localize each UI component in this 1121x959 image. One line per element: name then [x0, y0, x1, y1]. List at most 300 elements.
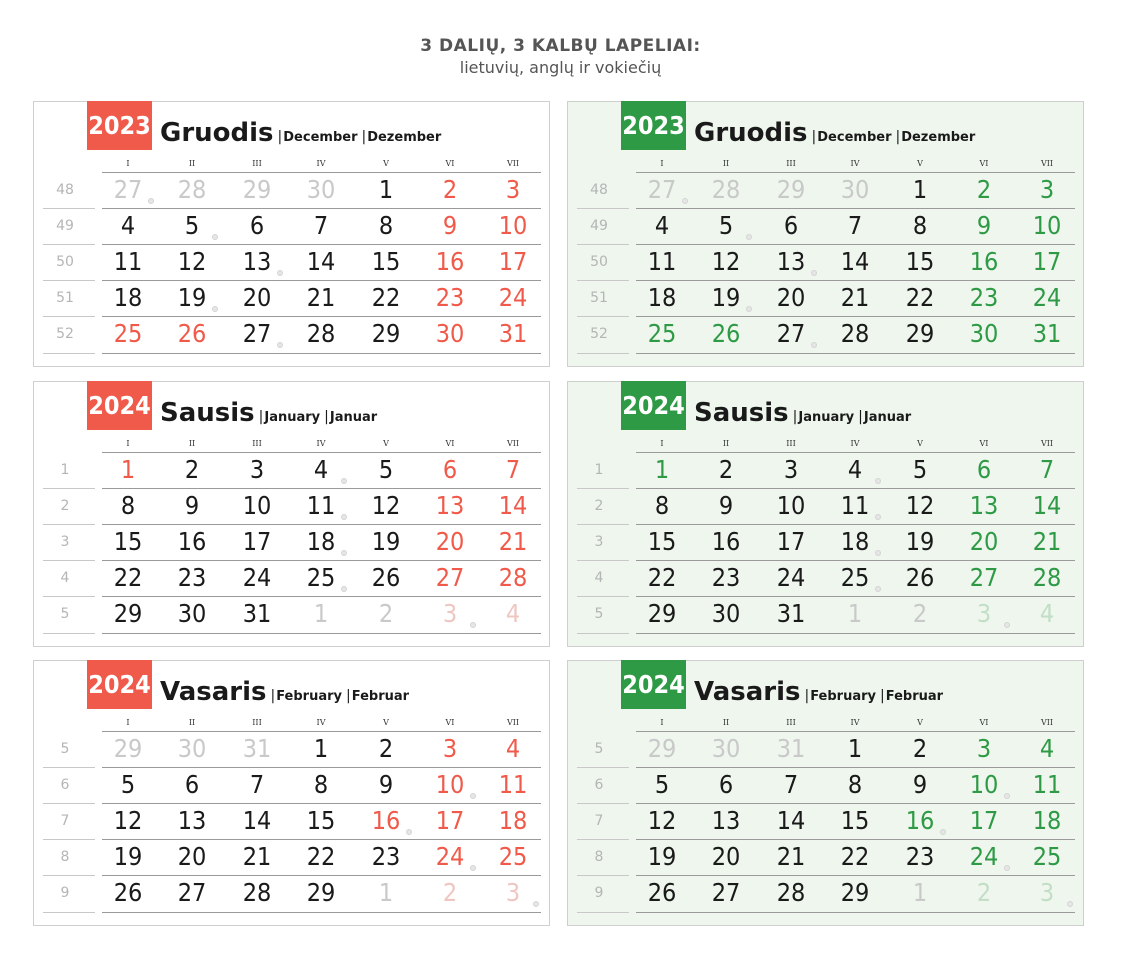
week-divider: [43, 244, 95, 245]
year-badge: 2024: [87, 381, 152, 430]
weekday-label: VII: [506, 159, 520, 168]
calendar-day: 7: [313, 211, 329, 240]
weekday-header: [568, 159, 1083, 173]
calendar-day: 23: [435, 283, 465, 312]
row-divider: [636, 172, 1075, 173]
row-divider: [102, 488, 541, 489]
week-number: 1: [594, 462, 604, 478]
weekday-label: III: [786, 439, 796, 448]
page-subtitle: lietuvių, anglų ir vokiečių: [459, 58, 662, 77]
weekday-label: VII: [1040, 718, 1054, 727]
calendar-day: 21: [498, 527, 528, 556]
month-name-de: Februar: [885, 689, 944, 704]
calendar-day: 27: [242, 319, 272, 348]
calendar-day: 2: [442, 878, 458, 907]
calendar-day: 20: [776, 283, 806, 312]
moon-phase-icon: [533, 901, 539, 907]
calendar-day: 11: [113, 247, 143, 276]
calendar-day: 14: [840, 247, 870, 276]
row-divider: [636, 353, 1075, 354]
week-divider: [43, 875, 95, 876]
page-header: [0, 36, 1121, 77]
moon-phase-icon: [148, 198, 154, 204]
month-name-de: Januar: [329, 410, 378, 425]
row-divider: [636, 524, 1075, 525]
calendar-day: 16: [435, 247, 465, 276]
month-name-lt: Vasaris: [694, 677, 801, 707]
calendar-day: 18: [113, 283, 143, 312]
calendar-day: 6: [783, 211, 799, 240]
calendar-day: 14: [498, 491, 528, 520]
calendar-day: 23: [711, 563, 741, 592]
calendar-day: 29: [776, 175, 806, 204]
calendar-day: 11: [840, 491, 870, 520]
week-number: 5: [594, 606, 604, 622]
calendar-day: 28: [776, 878, 806, 907]
calendar-day: 22: [840, 842, 870, 871]
week-number: 5: [60, 741, 70, 757]
calendar-day: 28: [1032, 563, 1062, 592]
calendar-day: 3: [976, 734, 992, 763]
month-name-en: February: [810, 689, 877, 704]
calendar-day: 22: [905, 283, 935, 312]
calendar-day: 24: [1032, 283, 1062, 312]
week-divider: [43, 560, 95, 561]
weekday-header: [568, 439, 1083, 453]
calendar-day: 26: [647, 878, 677, 907]
month-card-sausis-red: [33, 381, 550, 647]
calendar-day: 23: [177, 563, 207, 592]
week-divider: [43, 353, 95, 354]
calendar-day: 7: [249, 770, 265, 799]
calendar-day: 24: [242, 563, 272, 592]
moon-phase-icon: [277, 270, 283, 276]
weekday-label: V: [917, 159, 923, 168]
calendar-day: 2: [378, 599, 394, 628]
weekday-label: II: [188, 718, 196, 727]
weekday-label: II: [722, 439, 730, 448]
calendar-day: 10: [435, 770, 465, 799]
separator: |: [270, 688, 276, 704]
calendar-day: 30: [711, 734, 741, 763]
moon-phase-icon: [470, 793, 476, 799]
moon-phase-icon: [682, 198, 688, 204]
row-divider: [636, 633, 1075, 634]
calendar-day: 29: [905, 319, 935, 348]
moon-phase-icon: [940, 829, 946, 835]
week-divider: [577, 596, 629, 597]
calendar-day: 3: [249, 455, 265, 484]
calendar-day: 18: [498, 806, 528, 835]
calendar-day: 1: [313, 734, 329, 763]
calendar-day: 31: [242, 599, 272, 628]
calendar-day: 2: [912, 599, 928, 628]
calendar-day: 30: [435, 319, 465, 348]
calendar-day: 27: [711, 878, 741, 907]
weekday-label: IV: [316, 159, 326, 168]
month-card-gruodis-green: [567, 101, 1084, 367]
calendar-day: 26: [905, 563, 935, 592]
moon-phase-icon: [746, 234, 752, 240]
calendar-day: 28: [840, 319, 870, 348]
calendar-day: 23: [905, 842, 935, 871]
separator: |: [811, 129, 817, 145]
weekday-label: V: [917, 718, 923, 727]
calendar-day: 30: [969, 319, 999, 348]
week-number: 50: [590, 254, 608, 270]
calendar-day: 10: [242, 491, 272, 520]
row-divider: [102, 633, 541, 634]
calendar-day: 24: [969, 842, 999, 871]
calendar-day: 5: [120, 770, 136, 799]
calendar-day: 9: [442, 211, 458, 240]
calendar-day: 7: [1039, 455, 1055, 484]
week-number: 49: [590, 218, 608, 234]
week-number: 50: [56, 254, 74, 270]
week-divider: [577, 208, 629, 209]
calendar-day: 19: [371, 527, 401, 556]
week-number: 48: [56, 182, 74, 198]
month-title: [694, 118, 975, 148]
calendar-day: 8: [120, 491, 136, 520]
calendar-day: 18: [840, 527, 870, 556]
calendar-day: 9: [184, 491, 200, 520]
calendar-day: 3: [783, 455, 799, 484]
calendar-day: 11: [647, 247, 677, 276]
week-number: 52: [590, 326, 608, 342]
month-name-lt: Sausis: [160, 398, 255, 428]
separator: |: [792, 409, 798, 425]
month-title: [160, 118, 441, 148]
calendar-day: 12: [711, 247, 741, 276]
calendar-day: 17: [969, 806, 999, 835]
calendar-day: 15: [905, 247, 935, 276]
year-badge: 2024: [87, 660, 152, 709]
calendar-day: 8: [654, 491, 670, 520]
calendar-day: 8: [912, 211, 928, 240]
moon-phase-icon: [1004, 622, 1010, 628]
calendar-day: 25: [498, 842, 528, 871]
moon-phase-icon: [277, 342, 283, 348]
week-divider: [577, 488, 629, 489]
calendar-day: 1: [654, 455, 670, 484]
month-title: [694, 677, 943, 707]
week-divider: [43, 803, 95, 804]
moon-phase-icon: [341, 586, 347, 592]
weekday-label: VI: [979, 439, 989, 448]
calendar-day: 24: [435, 842, 465, 871]
calendar-day: 6: [442, 455, 458, 484]
week-divider: [577, 316, 629, 317]
week-number: 5: [594, 741, 604, 757]
month-name-de: Januar: [863, 410, 912, 425]
moon-phase-icon: [1004, 865, 1010, 871]
calendar-day: 13: [177, 806, 207, 835]
calendar-day: 17: [1032, 247, 1062, 276]
calendar-day: 28: [177, 175, 207, 204]
calendar-day: 22: [306, 842, 336, 871]
row-divider: [636, 767, 1075, 768]
calendar-day: 11: [498, 770, 528, 799]
weekday-label: III: [252, 718, 262, 727]
moon-phase-icon: [341, 514, 347, 520]
calendar-day: 23: [371, 842, 401, 871]
calendar-day: 29: [647, 734, 677, 763]
calendar-day: 27: [969, 563, 999, 592]
week-divider: [43, 839, 95, 840]
row-divider: [636, 560, 1075, 561]
calendar-day: 1: [378, 175, 394, 204]
row-divider: [102, 875, 541, 876]
calendar-day: 20: [711, 842, 741, 871]
calendar-day: 25: [840, 563, 870, 592]
calendar-day: 21: [776, 842, 806, 871]
row-divider: [102, 767, 541, 768]
calendar-day: 29: [647, 599, 677, 628]
calendar-day: 15: [647, 527, 677, 556]
moon-phase-icon: [746, 306, 752, 312]
year-badge: 2023: [621, 101, 686, 150]
calendar-day: 3: [442, 599, 458, 628]
row-divider: [102, 803, 541, 804]
month-name-lt: Sausis: [694, 398, 789, 428]
week-divider: [577, 280, 629, 281]
week-divider: [577, 912, 629, 913]
row-divider: [636, 875, 1075, 876]
row-divider: [102, 280, 541, 281]
calendar-day: 12: [177, 247, 207, 276]
weekday-label: III: [786, 718, 796, 727]
weekday-label: V: [383, 439, 389, 448]
week-number: 6: [594, 777, 604, 793]
month-name-en: February: [276, 689, 343, 704]
row-divider: [636, 731, 1075, 732]
row-divider: [636, 452, 1075, 453]
calendar-day: 19: [113, 842, 143, 871]
week-number: 8: [594, 849, 604, 865]
calendar-day: 31: [776, 599, 806, 628]
calendar-day: 4: [1039, 734, 1055, 763]
moon-phase-icon: [875, 514, 881, 520]
week-number: 48: [590, 182, 608, 198]
calendar-day: 29: [242, 175, 272, 204]
calendar-day: 12: [647, 806, 677, 835]
month-name-lt: Vasaris: [160, 677, 267, 707]
weekday-label: III: [786, 159, 796, 168]
calendar-day: 18: [1032, 806, 1062, 835]
calendar-day: 18: [647, 283, 677, 312]
calendar-day: 27: [776, 319, 806, 348]
calendar-day: 28: [711, 175, 741, 204]
calendar-day: 21: [840, 283, 870, 312]
calendar-day: 2: [912, 734, 928, 763]
calendar-day: 28: [498, 563, 528, 592]
calendar-day: 13: [711, 806, 741, 835]
calendar-day: 15: [113, 527, 143, 556]
month-card-gruodis-red: [33, 101, 550, 367]
calendar-day: 1: [847, 734, 863, 763]
calendar-day: 19: [647, 842, 677, 871]
row-divider: [102, 316, 541, 317]
calendar-day: 2: [378, 734, 394, 763]
weekday-header: [34, 718, 549, 732]
calendar-day: 1: [912, 878, 928, 907]
calendar-day: 2: [184, 455, 200, 484]
calendar-day: 25: [306, 563, 336, 592]
week-divider: [43, 767, 95, 768]
calendar-day: 29: [113, 599, 143, 628]
week-number: 9: [60, 885, 70, 901]
calendar-day: 13: [969, 491, 999, 520]
calendar-day: 1: [120, 455, 136, 484]
calendar-day: 29: [306, 878, 336, 907]
calendar-day: 24: [498, 283, 528, 312]
weekday-label: II: [722, 718, 730, 727]
row-divider: [636, 488, 1075, 489]
calendar-day: 7: [847, 211, 863, 240]
calendar-day: 30: [177, 599, 207, 628]
calendar-day: 2: [442, 175, 458, 204]
calendar-day: 17: [242, 527, 272, 556]
calendar-day: 16: [177, 527, 207, 556]
calendar-day: 13: [776, 247, 806, 276]
calendar-day: 4: [654, 211, 670, 240]
calendar-day: 25: [1032, 842, 1062, 871]
weekday-label: V: [383, 159, 389, 168]
calendar-day: 8: [313, 770, 329, 799]
calendar-day: 8: [378, 211, 394, 240]
week-divider: [577, 560, 629, 561]
calendar-day: 26: [711, 319, 741, 348]
calendar-day: 26: [177, 319, 207, 348]
calendar-day: 4: [313, 455, 329, 484]
weekday-label: IV: [850, 439, 860, 448]
weekday-label: VI: [979, 159, 989, 168]
calendar-day: 2: [976, 175, 992, 204]
calendar-day: 31: [776, 734, 806, 763]
month-card-vasaris-green: [567, 660, 1084, 926]
calendar-day: 22: [371, 283, 401, 312]
weekday-header: [34, 439, 549, 453]
weekday-label: VI: [445, 439, 455, 448]
row-divider: [102, 912, 541, 913]
month-name-lt: Gruodis: [694, 118, 808, 148]
moon-phase-icon: [406, 829, 412, 835]
weekday-label: IV: [850, 159, 860, 168]
calendar-day: 9: [976, 211, 992, 240]
row-divider: [102, 524, 541, 525]
calendar-day: 13: [242, 247, 272, 276]
row-divider: [636, 316, 1075, 317]
month-name-en: January: [264, 410, 321, 425]
calendar-day: 14: [1032, 491, 1062, 520]
moon-phase-icon: [811, 270, 817, 276]
week-divider: [43, 524, 95, 525]
calendar-day: 25: [647, 319, 677, 348]
calendar-day: 5: [378, 455, 394, 484]
weekday-label: II: [722, 159, 730, 168]
moon-phase-icon: [875, 478, 881, 484]
calendar-day: 17: [435, 806, 465, 835]
calendar-day: 16: [905, 806, 935, 835]
calendar-day: 20: [969, 527, 999, 556]
week-number: 6: [60, 777, 70, 793]
weekday-label: IV: [850, 718, 860, 727]
calendar-day: 6: [976, 455, 992, 484]
row-divider: [102, 244, 541, 245]
weekday-label: VI: [445, 718, 455, 727]
week-number: 49: [56, 218, 74, 234]
calendar-day: 31: [498, 319, 528, 348]
calendar-day: 2: [718, 455, 734, 484]
calendar-day: 25: [113, 319, 143, 348]
calendar-day: 3: [505, 175, 521, 204]
month-name-de: Februar: [351, 689, 410, 704]
calendar-day: 8: [847, 770, 863, 799]
calendar-day: 1: [313, 599, 329, 628]
week-number: 3: [60, 534, 70, 550]
calendar-day: 14: [306, 247, 336, 276]
week-divider: [577, 244, 629, 245]
weekday-label: VII: [506, 718, 520, 727]
weekday-label: VII: [1040, 439, 1054, 448]
calendar-day: 18: [306, 527, 336, 556]
calendar-day: 27: [647, 175, 677, 204]
week-number: 51: [56, 290, 74, 306]
calendar-day: 31: [1032, 319, 1062, 348]
separator: |: [346, 688, 351, 704]
moon-phase-icon: [875, 586, 881, 592]
week-divider: [577, 353, 629, 354]
calendar-day: 4: [505, 734, 521, 763]
row-divider: [102, 353, 541, 354]
weekday-header: [34, 159, 549, 173]
moon-phase-icon: [341, 478, 347, 484]
calendar-day: 7: [505, 455, 521, 484]
month-title: [160, 677, 409, 707]
calendar-day: 17: [498, 247, 528, 276]
weekday-label: I: [660, 159, 664, 168]
calendar-day: 15: [371, 247, 401, 276]
calendar-day: 21: [306, 283, 336, 312]
week-number: 8: [60, 849, 70, 865]
weekday-label: V: [383, 718, 389, 727]
calendar-day: 9: [378, 770, 394, 799]
separator: |: [804, 688, 810, 704]
separator: |: [258, 409, 264, 425]
calendar-day: 26: [371, 563, 401, 592]
moon-phase-icon: [875, 550, 881, 556]
weekday-label: IV: [316, 718, 326, 727]
separator: |: [895, 129, 901, 145]
year-badge: 2024: [621, 660, 686, 709]
separator: |: [277, 129, 283, 145]
month-name-en: December: [817, 130, 892, 145]
row-divider: [636, 839, 1075, 840]
weekday-label: VI: [445, 159, 455, 168]
calendar-day: 30: [840, 175, 870, 204]
calendar-day: 30: [177, 734, 207, 763]
year-badge: 2023: [87, 101, 152, 150]
week-divider: [43, 488, 95, 489]
calendar-day: 9: [912, 770, 928, 799]
weekday-header: [568, 718, 1083, 732]
week-number: 51: [590, 290, 608, 306]
calendar-day: 2: [976, 878, 992, 907]
week-number: 52: [56, 326, 74, 342]
row-divider: [102, 731, 541, 732]
weekday-label: I: [660, 439, 664, 448]
